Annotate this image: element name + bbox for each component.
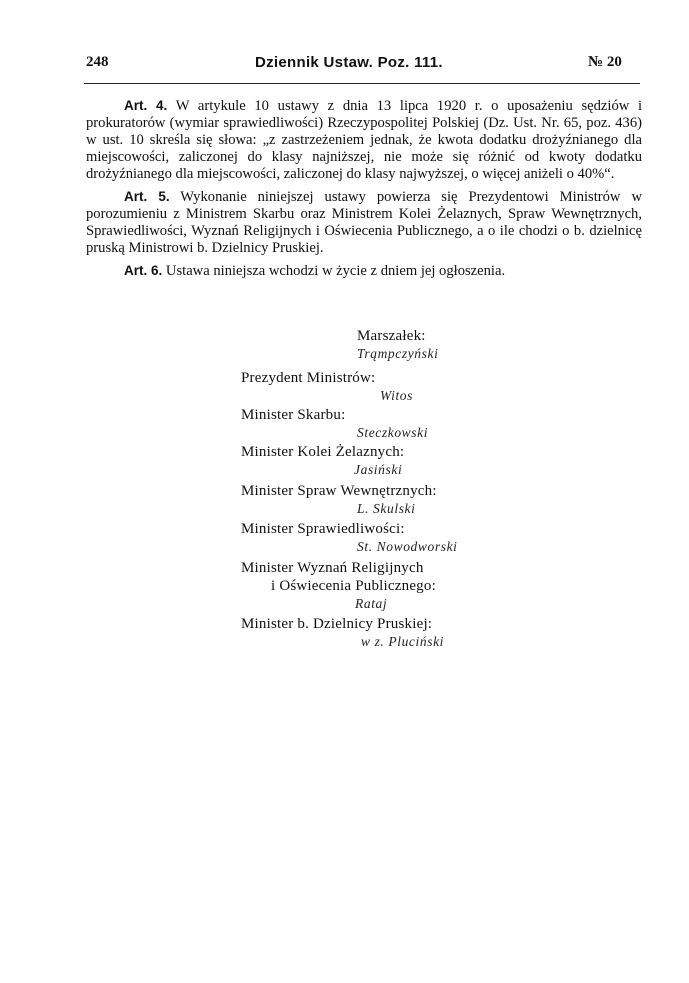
article-6 <box>86 262 642 280</box>
header-rule <box>84 83 640 84</box>
signatory-name: Jasiński <box>354 462 403 477</box>
signatory-name: L. Skulski <box>357 501 416 516</box>
issue-number: № 20 <box>588 54 622 70</box>
signatory-title: i Oświecenia Publicznego: <box>271 578 436 594</box>
article-5 <box>86 188 642 257</box>
signatory-title: Marszałek: <box>357 328 426 344</box>
signatory-name: St. Nowodworski <box>357 539 458 554</box>
signatory-title: Minister Sprawiedliwości: <box>241 521 405 537</box>
article-text: Ustawa niniejsza wchodzi w życie z dniem jej ogłoszenia. <box>165 263 506 279</box>
article-label: Art. 5. <box>124 189 170 204</box>
page-header <box>0 48 689 78</box>
signatory-title: Minister Skarbu: <box>241 407 346 423</box>
signatory-name: w z. Pluciński <box>361 634 445 649</box>
page-number: 248 <box>86 54 109 70</box>
signatory-title: Minister Wyznań Religijnych <box>241 560 424 576</box>
signatory-title: Minister Spraw Wewnętrznych: <box>241 483 437 499</box>
signatory-title: Minister Kolei Żelaznych: <box>241 444 405 460</box>
running-title: Dziennik Ustaw. Poz. 111. <box>255 54 443 71</box>
signatory-name: Witos <box>380 388 414 403</box>
signatory-name: Rataj <box>355 596 388 611</box>
signatory-title: Minister b. Dzielnicy Pruskiej: <box>241 616 433 632</box>
article-label: Art. 6. <box>124 263 163 278</box>
article-text: Wykonanie niniejszej ustawy powierza się Prezydentowi Ministrów w porozumieniu z Ministrem Skarbu oraz Ministrem Kolei Żelaznych, Spraw Wewnętrznych, Sprawiedliwości, Wyznań Religijnych i Oświecenia Publicznego, a o ile chodzi o b. dzielnicę pruską Ministrowi b. Dzielnicy Pruskiej. <box>86 189 642 256</box>
document-body <box>86 97 642 285</box>
article-label: Art. 4. <box>124 98 168 113</box>
article-text: W artykule 10 ustawy z dnia 13 lipca 1920 r. o uposażeniu sędziów i prokuratorów (wymiar sprawiedliwości) Rzeczypospolitej Polskiej (Dz. Ust. Nr. 65, poz. 436) w ust. 10 skreśla się słowa: „z zastrzeżeniem jednak, że kwota dodatku drożyźnianego dla miejscowości, zaliczonej do klasy najniższej, nie może się różnić od kwoty dodatku drożyźnianego dla miejscowości, zaliczonej do klasy najwyższej, o więcej aniżeli o 40%“. <box>86 98 643 182</box>
article-4 <box>86 97 642 183</box>
signatory-title: Prezydent Ministrów: <box>241 370 376 386</box>
signatory-name: Trąmpczyński <box>357 346 439 361</box>
signatory-name: Steczkowski <box>357 425 429 440</box>
